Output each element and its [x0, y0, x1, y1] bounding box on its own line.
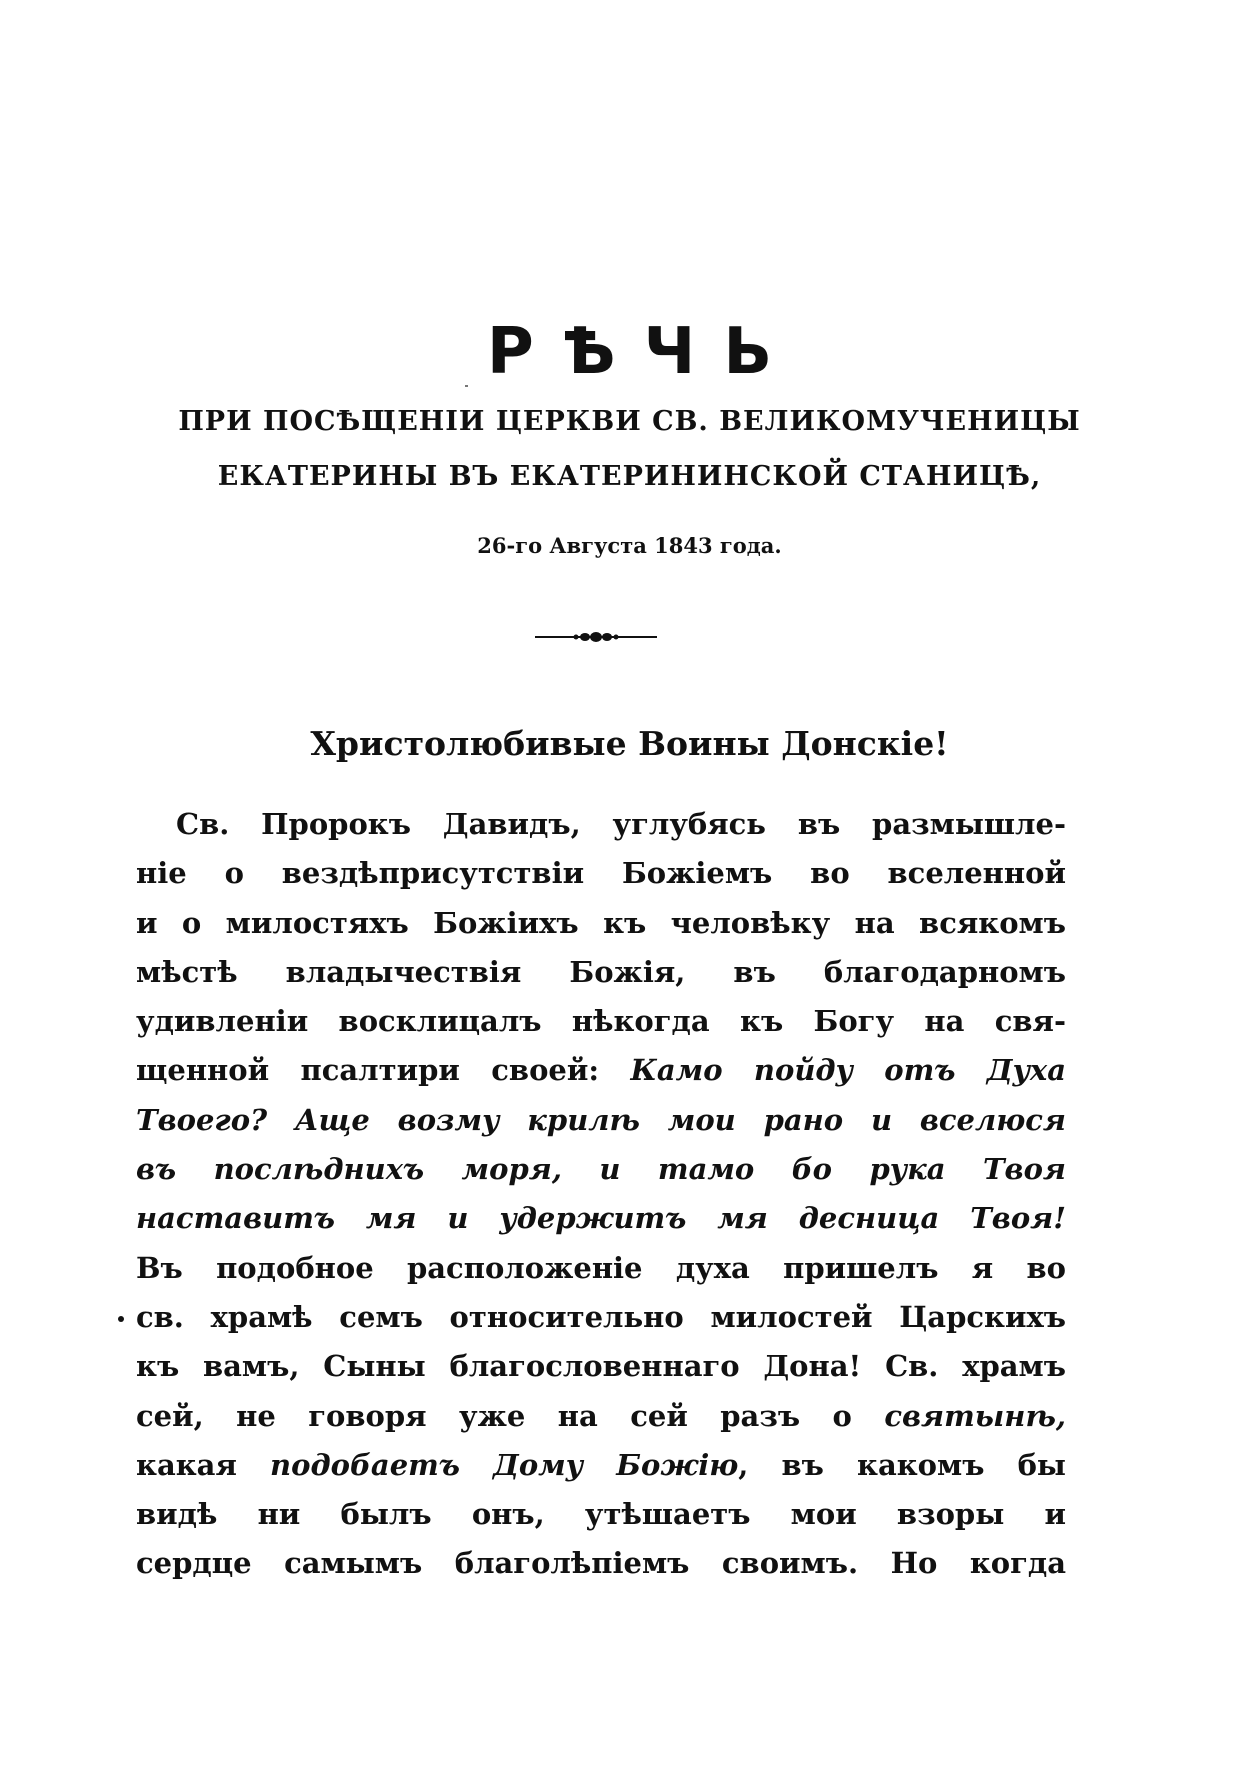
- subtitle-line-1: ПРИ ПОСѢЩЕНІИ ЦЕРКВИ СВ. ВЕЛИКОМУЧЕНИЦЫ: [178, 406, 1081, 437]
- scripture-quote-line: наставитъ мя и удержитъ мя десница Твоя!: [136, 1201, 1066, 1236]
- body-line-part: сей, не говоря уже на сей разъ о: [136, 1398, 852, 1433]
- body-line: сердце самымъ благолѣпіемъ своимъ. Но когда: [136, 1546, 1066, 1581]
- body-line: Св. Пророкъ Давидъ, углубясь въ размышле-: [176, 807, 1066, 841]
- body-line: [136, 1441, 1066, 1490]
- subtitle-line-2: ЕКАТЕРИНЫ ВЪ ЕКАТЕРИНИНСКОЙ СТАНИЦѢ,: [217, 461, 1042, 492]
- body-line-part: щенной псалтири своей:: [136, 1053, 600, 1088]
- scripture-quote-line: Твоего? Аще возму крилѣ мои рано и вселюся: [136, 1102, 1066, 1137]
- body-line: [136, 1046, 1066, 1095]
- body-line: ніе о вездѣприсутствіи Божіемъ во вселенной: [136, 856, 1066, 891]
- body-line: Въ подобное расположеніе духа пришелъ я во: [136, 1250, 1066, 1285]
- body-line: и о милостяхъ Божіихъ къ человѣку на всякомъ: [136, 905, 1066, 940]
- body-line: [136, 1392, 1066, 1441]
- body-line: св. храмѣ семъ относительно милостей Царскихъ: [136, 1299, 1066, 1334]
- body-line-part: , въ какомъ бы: [738, 1447, 1066, 1482]
- body-line: къ вамъ, Сыны благословеннаго Дона! Св. храмъ: [136, 1349, 1066, 1384]
- body-text: [136, 800, 1066, 1589]
- body-line: мѣстѣ владычествія Божія, въ благодарномъ: [136, 954, 1066, 989]
- salutation-heading: Христолюбивые Воины Донскіе!: [310, 724, 949, 763]
- emphasis-text: подобаетъ Дому Божію: [270, 1447, 739, 1482]
- body-line: удивленіи восклицалъ нѣкогда къ Богу на свя-: [136, 1004, 1066, 1039]
- emphasis-text: святынѣ,: [884, 1398, 1066, 1433]
- date-line: 26-го Августа 1843 года.: [477, 533, 782, 558]
- body-line-part: какая: [136, 1447, 237, 1482]
- page-title: РѢЧЬ: [486, 315, 801, 389]
- scripture-quote: Камо пойду отъ Духа: [630, 1053, 1066, 1088]
- margin-mark: [118, 1316, 124, 1322]
- body-line: видѣ ни былъ онъ, утѣшаетъ мои взоры и: [136, 1497, 1066, 1532]
- ornament-divider-icon: [535, 630, 657, 644]
- scripture-quote-line: въ послѣднихъ моря, и тамо бо рука Твоя: [136, 1152, 1066, 1187]
